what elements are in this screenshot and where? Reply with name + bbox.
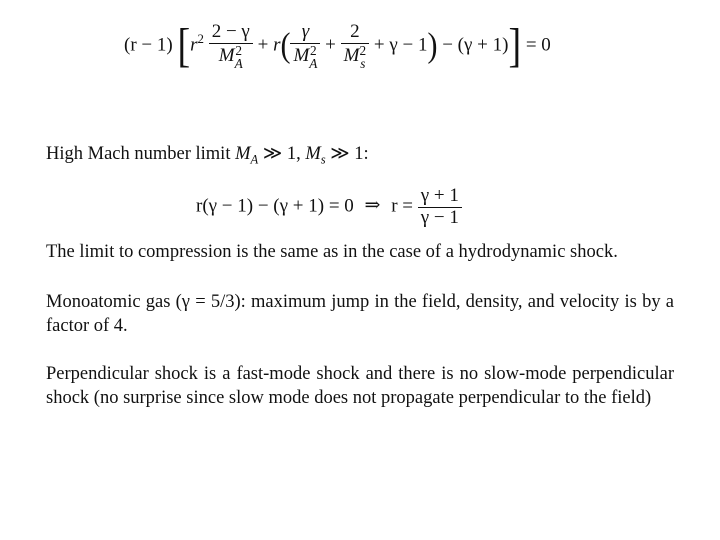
- equation-tail: + γ − 1: [373, 34, 428, 56]
- fraction-denominator: [209, 44, 253, 71]
- fraction-numerator: γ: [290, 22, 320, 44]
- right-paren: ): [427, 26, 438, 65]
- plus-sign: +: [325, 34, 336, 56]
- fraction-numerator: 2 − γ: [209, 22, 253, 44]
- superscript: 2: [310, 42, 317, 58]
- paragraph-compression: The limit to compression is the same as in the case of a hydrodynamic shock.: [46, 242, 618, 262]
- symbol-M: M: [343, 44, 360, 66]
- equation-lhs: r(γ − 1) − (γ + 1) = 0: [196, 195, 354, 217]
- left-paren: (: [280, 26, 291, 65]
- fraction-2-over-Ms2: [341, 22, 369, 70]
- equation-term-r-minus-1: (r − 1): [124, 34, 173, 56]
- subscript: A: [250, 152, 259, 167]
- left-bracket: [: [177, 19, 191, 73]
- r-equals: r =: [391, 195, 414, 217]
- subscript: A: [234, 55, 243, 71]
- fraction-denominator: γ − 1: [420, 206, 459, 228]
- right-bracket: ]: [508, 19, 522, 73]
- sup-sub: [309, 44, 317, 71]
- limit-heading: [46, 142, 674, 172]
- sup-sub: [359, 44, 366, 71]
- relation: ≫ 1:: [330, 144, 369, 164]
- equation-top: [124, 19, 704, 73]
- paragraph-perpendicular: Perpendicular shock is a fast-mode shock and there is no slow-mode perpendicular shock (no surprise since slow mode does not propagate perpendicular to the field): [46, 364, 674, 408]
- fraction-gamma-ratio: [418, 186, 462, 228]
- plus-sign: +: [257, 34, 269, 56]
- fraction-denominator: [290, 44, 320, 71]
- r-squared-base: r: [190, 34, 198, 56]
- equation-limit: [196, 186, 462, 228]
- fraction-numerator: 2: [341, 22, 369, 44]
- fraction-gamma-over-MA2: [290, 22, 320, 70]
- symbol-M: M: [235, 144, 251, 164]
- sup-sub: [235, 44, 243, 71]
- fraction-denominator: [341, 44, 369, 71]
- fraction-2-minus-gamma: [209, 22, 253, 70]
- subscript: A: [309, 55, 318, 71]
- symbol-M: M: [293, 44, 310, 66]
- superscript: 2: [359, 42, 367, 58]
- paragraph-monoatomic: Monoatomic gas (γ = 5/3): maximum jump in the field, density, and velocity is by a factor of 4.: [46, 292, 674, 336]
- fraction-numerator: γ + 1: [418, 186, 462, 208]
- subscript: s: [320, 152, 326, 167]
- equals-zero: = 0: [525, 34, 551, 56]
- symbol-M: M: [218, 44, 235, 66]
- implies-arrow: ⇒: [364, 195, 381, 217]
- superscript: 2: [235, 42, 243, 58]
- relation: ≫ 1,: [262, 144, 301, 164]
- subscript: s: [360, 55, 366, 71]
- symbol-r: r: [273, 34, 281, 56]
- symbol-M: M: [305, 144, 321, 164]
- minus-gamma-plus-1: − (γ + 1): [442, 34, 509, 56]
- limit-heading-text: High Mach number limit: [46, 144, 231, 164]
- r-squared-exponent: 2: [197, 31, 204, 47]
